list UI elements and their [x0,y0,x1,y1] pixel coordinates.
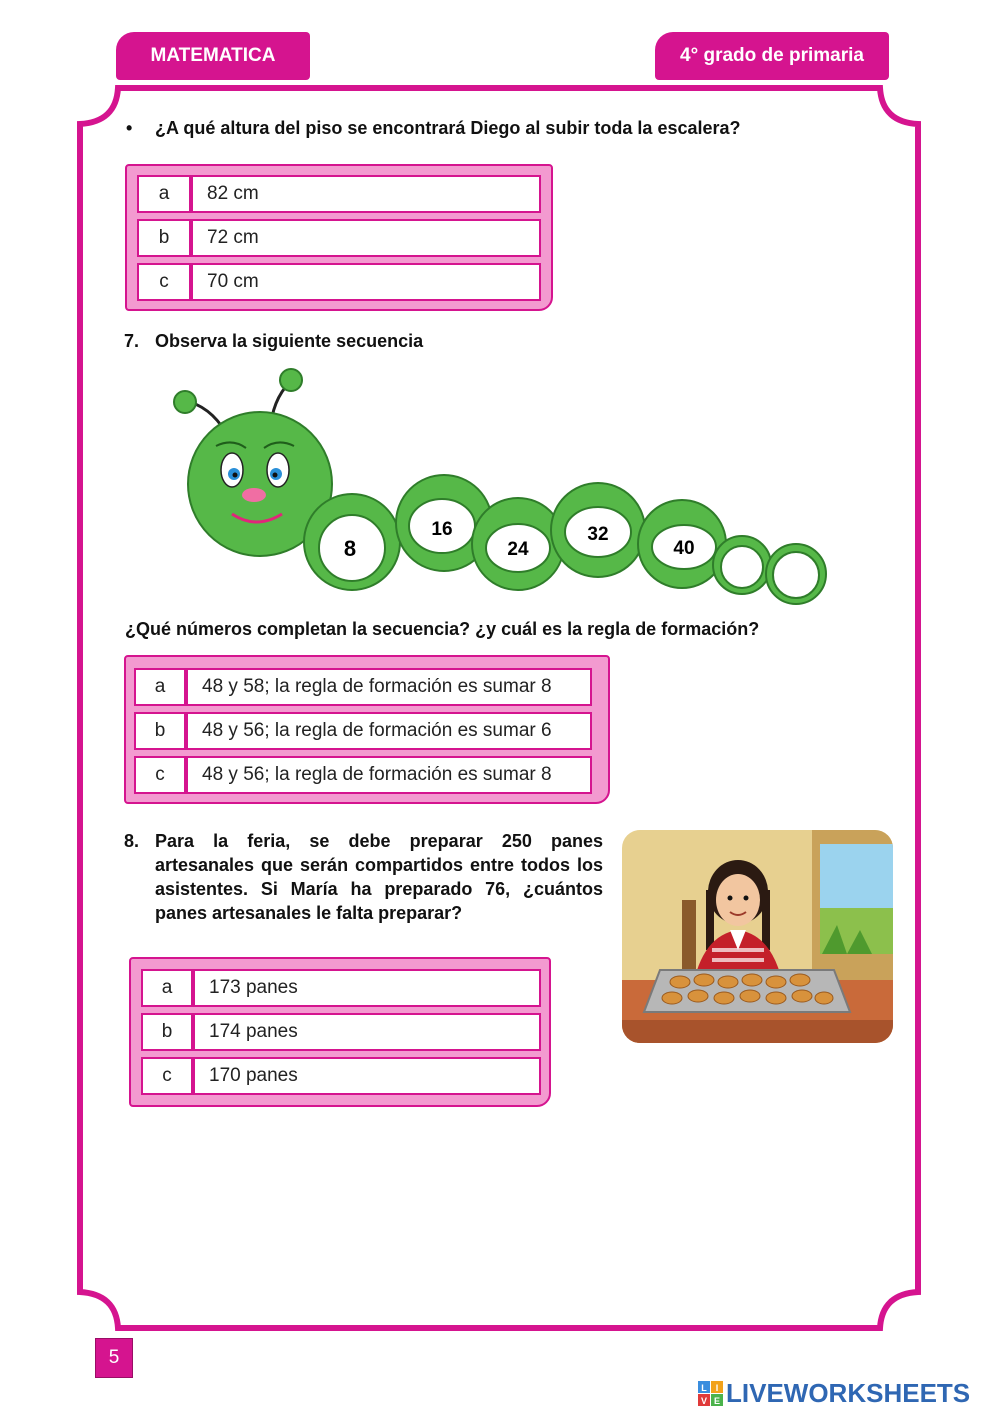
bullet-marker: • [126,118,133,138]
liveworksheets-brand: LIVEWORKSHEETS [726,1378,971,1408]
option-letter: a [137,175,191,213]
option-text: 48 y 58; la regla de formación es sumar 8 [186,668,592,706]
segment-6-blank [713,536,771,594]
sequence-value-4: 32 [587,524,609,545]
option-row-c[interactable] [134,756,592,794]
option-text: 72 cm [191,219,541,257]
liveworksheets-icon [698,1381,724,1407]
option-letter: a [134,668,186,706]
option-text: 70 cm [191,263,541,301]
option-row-b[interactable] [134,712,592,750]
option-text: 174 panes [193,1013,541,1051]
q8-options [129,957,551,1107]
girl-face [716,874,760,926]
page-number: 5 [108,1347,120,1368]
page-number-badge [95,1338,133,1378]
option-letter: b [137,219,191,257]
q8-question: Para la feria, se debe preparar 250 panes artesanales que serán compartidos entre todos los asistentes. Si María ha preparado 76, ¿cuántos panes artesanales le falta preparar? [155,831,603,923]
subject-tab [116,32,310,80]
segment-1 [304,494,400,590]
subject-label: MATEMATICA [150,45,276,66]
segment-4 [551,483,645,577]
sequence-value-1: 8 [343,536,357,561]
grade-tab [655,32,889,80]
segment-5 [638,500,726,588]
q6-question: ¿A qué altura del piso se encontrará Diego al subir toda la escalera? [155,118,741,138]
liveworksheets-logo[interactable] [698,1378,970,1409]
segment-3 [472,498,564,590]
antenna-ball-right [280,369,302,391]
option-text: 173 panes [193,969,541,1007]
option-row-b[interactable] [137,219,541,257]
option-letter: c [137,263,191,301]
caterpillar-nose [242,488,266,502]
option-row-b[interactable] [141,1013,541,1051]
grade-label: 4° grado de primaria [680,45,864,66]
antenna-ball-left [174,391,196,413]
option-letter: c [141,1057,193,1095]
option-row-c[interactable] [137,263,541,301]
option-letter: b [141,1013,193,1051]
q7-number: 7. [124,331,140,351]
sequence-value-2: 16 [431,519,453,540]
option-row-c[interactable] [141,1057,541,1095]
segment-7-blank [766,544,826,604]
svg-text:E: E [713,1395,721,1406]
caterpillar-illustration [160,360,840,610]
option-text: 48 y 56; la regla de formación es sumar 6 [186,712,592,750]
q8-number: 8. [124,831,140,851]
q6-options [125,164,553,311]
sequence-value-3: 24 [507,539,529,560]
sequence-value-5: 40 [673,538,695,559]
q7-title: Observa la siguiente secuencia [155,331,424,351]
option-text: 82 cm [191,175,541,213]
girl-bread-illustration [622,830,893,1043]
option-text: 170 panes [193,1057,541,1095]
option-row-a[interactable] [137,175,541,213]
option-letter: c [134,756,186,794]
option-letter: b [134,712,186,750]
option-letter: a [141,969,193,1007]
q7-options [124,655,610,804]
q7-question: ¿Qué números completan la secuencia? ¿y cuál es la regla de formación? [125,619,760,639]
svg-text:L: L [701,1382,707,1393]
option-row-a[interactable] [134,668,592,706]
option-row-a[interactable] [141,969,541,1007]
option-text: 48 y 56; la regla de formación es sumar 8 [186,756,592,794]
svg-text:I: I [715,1382,719,1393]
svg-text:V: V [700,1395,708,1406]
